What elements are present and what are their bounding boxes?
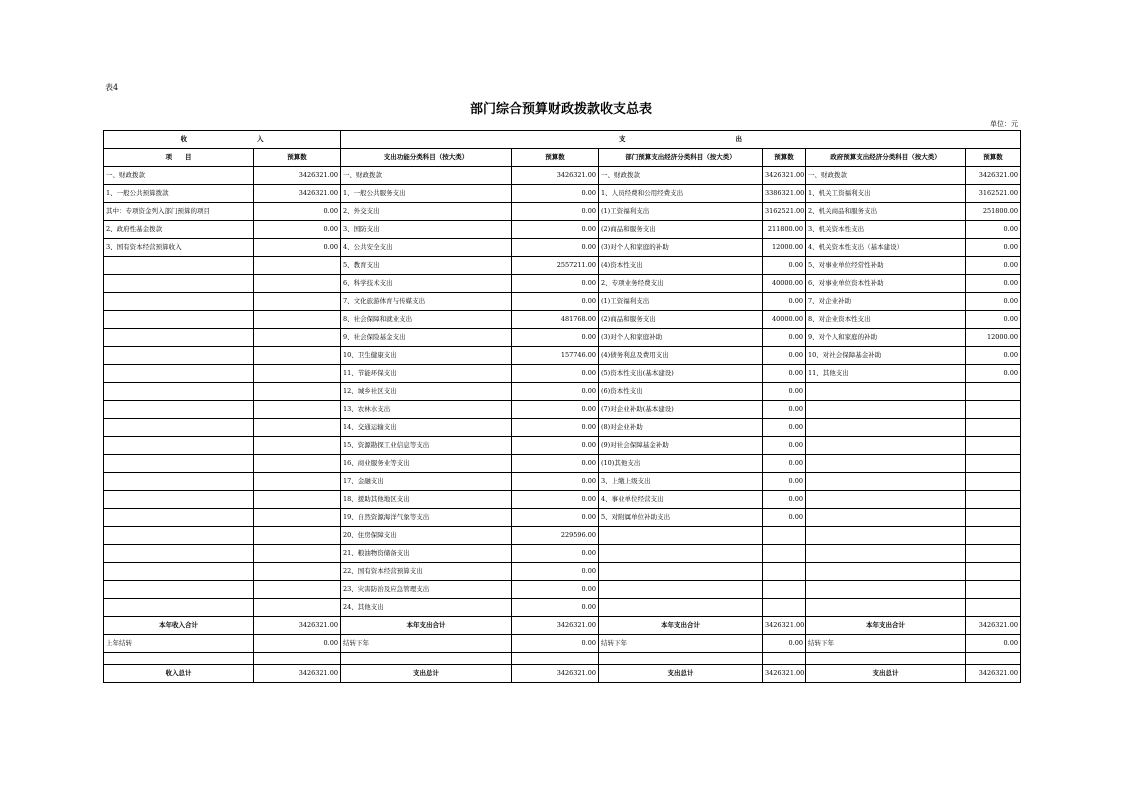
dept-item: (7)对企业补助(基本建设) [599,401,763,419]
func-item: 2、外交支出 [341,203,512,221]
expense-total-label: 支出总计 [341,665,512,683]
income-item: 一、财政拨款 [104,167,254,185]
income-item [104,563,254,581]
dept-item: 4、事业单位经营支出 [599,491,763,509]
expense-total-value: 3426321.00 [966,665,1021,683]
budget-table [103,130,1021,683]
table-row [104,437,1021,455]
income-item: 1、一般公共预算拨款 [104,185,254,203]
carry-out-value: 0.00 [512,635,599,653]
income-item [104,509,254,527]
table-row [104,275,1021,293]
year-expense-value: 3426321.00 [966,617,1021,635]
income-budget [254,491,341,509]
table-row [104,293,1021,311]
gov-item: 8、对企业资本性支出 [806,311,966,329]
table-row [104,419,1021,437]
table-row [104,257,1021,275]
income-budget: 0.00 [254,203,341,221]
dept-item: (3)对个人和家庭的补助 [599,239,763,257]
gov-budget [966,455,1021,473]
gov-item [806,401,966,419]
func-item: 一、财政拨款 [341,167,512,185]
table-row [104,509,1021,527]
expense-total-value: 3426321.00 [512,665,599,683]
func-item: 8、社会保障和就业支出 [341,311,512,329]
func-budget: 481768.00 [512,311,599,329]
dept-budget [763,527,806,545]
func-budget: 0.00 [512,203,599,221]
page-title: 部门综合预算财政拨款收支总表 [469,102,652,117]
func-item: 7、文化旅游体育与传媒支出 [341,293,512,311]
carry-row [104,635,1021,653]
dept-item: (3)对个人和家庭补助 [599,329,763,347]
unit-label: 单位：元 [990,120,1018,128]
table-row [104,239,1021,257]
gov-item: 9、对个人和家庭的补助 [806,329,966,347]
table-number: 表4 [105,83,119,92]
income-item [104,581,254,599]
income-item [104,329,254,347]
func-item: 3、国防支出 [341,221,512,239]
func-item: 14、交通运输支出 [341,419,512,437]
income-item [104,293,254,311]
dept-item: (5)资本性支出(基本建设) [599,365,763,383]
col-header-item: 项 目 [104,149,254,167]
gov-item [806,509,966,527]
gov-item: 10、对社会保障基金补助 [806,347,966,365]
func-budget: 0.00 [512,509,599,527]
dept-item: (2)商品和服务支出 [599,221,763,239]
income-item: 2、政府性基金拨款 [104,221,254,239]
dept-item: 5、对附属单位补助支出 [599,509,763,527]
gov-budget [966,545,1021,563]
dept-item: (9)对社会保障基金补助 [599,437,763,455]
income-budget [254,581,341,599]
gov-budget [966,563,1021,581]
dept-budget [763,563,806,581]
table-row [104,185,1021,203]
func-item: 10、卫生健康支出 [341,347,512,365]
income-budget [254,437,341,455]
dept-item [599,545,763,563]
income-budget [254,257,341,275]
gov-budget: 0.00 [966,239,1021,257]
gov-budget: 3426321.00 [966,167,1021,185]
income-budget [254,599,341,617]
gov-budget [966,473,1021,491]
dept-item: (4)债务利息及费用支出 [599,347,763,365]
dept-budget: 0.00 [763,257,806,275]
carry-out-label: 结转下年 [341,635,512,653]
col-header-func: 支出功能分类科目（按大类） [341,149,512,167]
col-header-budget: 预算数 [254,149,341,167]
gov-budget: 0.00 [966,257,1021,275]
col-header-budget: 预算数 [966,149,1021,167]
gov-budget [966,401,1021,419]
dept-budget: 0.00 [763,329,806,347]
gov-item: 4、机关资本性支出（基本建设） [806,239,966,257]
col-header-dept: 部门预算支出经济分类科目（按大类） [599,149,763,167]
func-item: 4、公共安全支出 [341,239,512,257]
func-item: 13、农林水支出 [341,401,512,419]
func-budget: 0.00 [512,473,599,491]
income-item [104,275,254,293]
func-item: 23、灾害防治及应急管理支出 [341,581,512,599]
income-budget: 3426321.00 [254,185,341,203]
income-budget: 0.00 [254,239,341,257]
year-expense-value: 3426321.00 [763,617,806,635]
dept-budget: 3162521.00 [763,203,806,221]
income-item [104,401,254,419]
income-item [104,419,254,437]
income-budget: 3426321.00 [254,167,341,185]
gov-item [806,473,966,491]
income-total-label: 收入总计 [104,665,254,683]
dept-budget: 0.00 [763,509,806,527]
func-item: 6、科学技术支出 [341,275,512,293]
dept-item [599,563,763,581]
func-item: 9、社会保险基金支出 [341,329,512,347]
table-row [104,203,1021,221]
func-budget: 0.00 [512,239,599,257]
dept-budget: 3426321.00 [763,167,806,185]
income-item [104,257,254,275]
table-row [104,311,1021,329]
year-expense-label: 本年支出合计 [806,617,966,635]
income-budget: 0.00 [254,221,341,239]
func-budget: 0.00 [512,581,599,599]
gov-budget: 0.00 [966,365,1021,383]
dept-item: (2)商品和服务支出 [599,311,763,329]
dept-item: (1)工资福利支出 [599,293,763,311]
dept-item [599,581,763,599]
income-item [104,599,254,617]
income-budget [254,401,341,419]
func-budget: 0.00 [512,401,599,419]
gov-item: 3、机关资本性支出 [806,221,966,239]
func-budget: 3426321.00 [512,167,599,185]
gov-budget: 12000.00 [966,329,1021,347]
gov-item: 一、财政拨款 [806,167,966,185]
gov-budget: 0.00 [966,221,1021,239]
grand-total-row [104,665,1021,683]
gov-budget [966,383,1021,401]
gov-budget: 251800.00 [966,203,1021,221]
carry-out-value: 0.00 [763,635,806,653]
dept-budget: 0.00 [763,437,806,455]
gov-item [806,491,966,509]
func-budget: 0.00 [512,545,599,563]
table-row [104,383,1021,401]
func-budget: 0.00 [512,365,599,383]
gov-budget [966,509,1021,527]
dept-item [599,599,763,617]
func-budget: 0.00 [512,563,599,581]
income-budget [254,545,341,563]
gov-budget [966,491,1021,509]
gov-budget [966,419,1021,437]
gov-item: 2、机关商品和服务支出 [806,203,966,221]
income-total-value: 3426321.00 [254,665,341,683]
func-budget: 229596.00 [512,527,599,545]
column-header-row [104,149,1021,167]
income-item [104,527,254,545]
gov-item [806,437,966,455]
table-row [104,563,1021,581]
table-row [104,347,1021,365]
gov-item [806,419,966,437]
table-row [104,473,1021,491]
func-budget: 0.00 [512,437,599,455]
gov-item: 6、对事业单位资本性补助 [806,275,966,293]
income-budget [254,329,341,347]
gov-item: 1、机关工资福利支出 [806,185,966,203]
income-budget [254,509,341,527]
income-item [104,491,254,509]
col-header-gov: 政府预算支出经济分类科目（按大类） [806,149,966,167]
table-row [104,365,1021,383]
func-budget: 0.00 [512,293,599,311]
func-budget: 2557211.00 [512,257,599,275]
income-item: 其中：专项资金列入部门预算的项目 [104,203,254,221]
func-item: 20、住房保障支出 [341,527,512,545]
dept-item: 2、专项业务经费支出 [599,275,763,293]
gov-item: 11、其他支出 [806,365,966,383]
year-total-row [104,617,1021,635]
income-item: 3、国有资本经营预算收入 [104,239,254,257]
func-budget: 0.00 [512,491,599,509]
table-row [104,545,1021,563]
func-item: 12、城乡社区支出 [341,383,512,401]
gov-budget [966,581,1021,599]
gov-item: 5、对事业单位经常性补助 [806,257,966,275]
dept-item: (1)工资福利支出 [599,203,763,221]
income-budget [254,473,341,491]
func-item: 1、一般公共服务支出 [341,185,512,203]
dept-budget: 0.00 [763,419,806,437]
dept-budget [763,581,806,599]
expense-section-header: 支 出 [341,131,1021,149]
dept-budget: 40000.00 [763,275,806,293]
func-item: 19、自然资源海洋气象等支出 [341,509,512,527]
dept-item: (8)对企业补助 [599,419,763,437]
income-budget [254,455,341,473]
gov-item [806,383,966,401]
table-row [104,527,1021,545]
income-item [104,473,254,491]
dept-item: (6)资本性支出 [599,383,763,401]
func-budget: 0.00 [512,599,599,617]
carry-in-value: 0.00 [254,635,341,653]
func-item: 21、粮油物资储备支出 [341,545,512,563]
dept-budget: 0.00 [763,455,806,473]
dept-budget: 211800.00 [763,221,806,239]
func-item: 5、教育支出 [341,257,512,275]
col-header-budget: 预算数 [763,149,806,167]
func-item: 24、其他支出 [341,599,512,617]
dept-item: 一、财政拨款 [599,167,763,185]
income-item [104,365,254,383]
carry-out-label: 结转下年 [599,635,763,653]
gov-item [806,527,966,545]
expense-total-value: 3426321.00 [763,665,806,683]
income-item [104,347,254,365]
income-budget [254,347,341,365]
table-row [104,329,1021,347]
table-row [104,581,1021,599]
gov-item: 7、对企业补助 [806,293,966,311]
gov-budget [966,437,1021,455]
year-income-value: 3426321.00 [254,617,341,635]
dept-budget [763,599,806,617]
dept-budget: 0.00 [763,383,806,401]
income-item [104,545,254,563]
income-budget [254,365,341,383]
carry-in-label: 上年结转 [104,635,254,653]
dept-budget [763,545,806,563]
income-item [104,437,254,455]
income-item [104,383,254,401]
income-budget [254,383,341,401]
income-budget [254,275,341,293]
gov-budget: 0.00 [966,347,1021,365]
gov-item [806,455,966,473]
dept-budget: 0.00 [763,365,806,383]
table-row [104,401,1021,419]
func-budget: 157746.00 [512,347,599,365]
income-item [104,311,254,329]
income-budget [254,311,341,329]
gov-budget: 0.00 [966,293,1021,311]
func-item: 11、节能环保支出 [341,365,512,383]
blank-row [104,653,1021,665]
carry-out-label: 结转下年 [806,635,966,653]
dept-budget: 0.00 [763,473,806,491]
table-row [104,455,1021,473]
dept-budget: 3386321.00 [763,185,806,203]
income-section-header: 收 入 [104,131,341,149]
func-item: 22、国有资本经营预算支出 [341,563,512,581]
func-budget: 0.00 [512,185,599,203]
table-row [104,599,1021,617]
gov-budget [966,599,1021,617]
gov-item [806,563,966,581]
dept-budget: 0.00 [763,401,806,419]
year-expense-label: 本年支出合计 [341,617,512,635]
year-expense-label: 本年支出合计 [599,617,763,635]
gov-item [806,545,966,563]
gov-budget: 3162521.00 [966,185,1021,203]
dept-budget: 40000.00 [763,311,806,329]
income-budget [254,419,341,437]
func-item: 18、援助其他地区支出 [341,491,512,509]
dept-budget: 0.00 [763,347,806,365]
dept-budget: 0.00 [763,293,806,311]
income-budget [254,563,341,581]
func-item: 15、资源勘探工业信息等支出 [341,437,512,455]
carry-out-value: 0.00 [966,635,1021,653]
func-budget: 0.00 [512,383,599,401]
dept-item: 1、人员经费和公用经费支出 [599,185,763,203]
gov-item [806,581,966,599]
income-budget [254,527,341,545]
func-budget: 0.00 [512,329,599,347]
func-item: 16、商业服务业等支出 [341,455,512,473]
dept-item: 3、上缴上级支出 [599,473,763,491]
dept-budget: 0.00 [763,491,806,509]
dept-item: (10)其他支出 [599,455,763,473]
func-item: 17、金融支出 [341,473,512,491]
col-header-budget: 预算数 [512,149,599,167]
func-budget: 0.00 [512,419,599,437]
year-income-label: 本年收入合计 [104,617,254,635]
expense-total-label: 支出总计 [806,665,966,683]
gov-budget: 0.00 [966,311,1021,329]
year-expense-value: 3426321.00 [512,617,599,635]
section-header-row [104,131,1021,149]
func-budget: 0.00 [512,221,599,239]
table-row [104,491,1021,509]
dept-budget: 12000.00 [763,239,806,257]
dept-item: (4)资本性支出 [599,257,763,275]
expense-total-label: 支出总计 [599,665,763,683]
income-budget [254,293,341,311]
dept-item [599,527,763,545]
gov-budget: 0.00 [966,275,1021,293]
table-row [104,221,1021,239]
func-budget: 0.00 [512,455,599,473]
gov-item [806,599,966,617]
func-budget: 0.00 [512,275,599,293]
income-item [104,455,254,473]
gov-budget [966,527,1021,545]
table-row [104,167,1021,185]
